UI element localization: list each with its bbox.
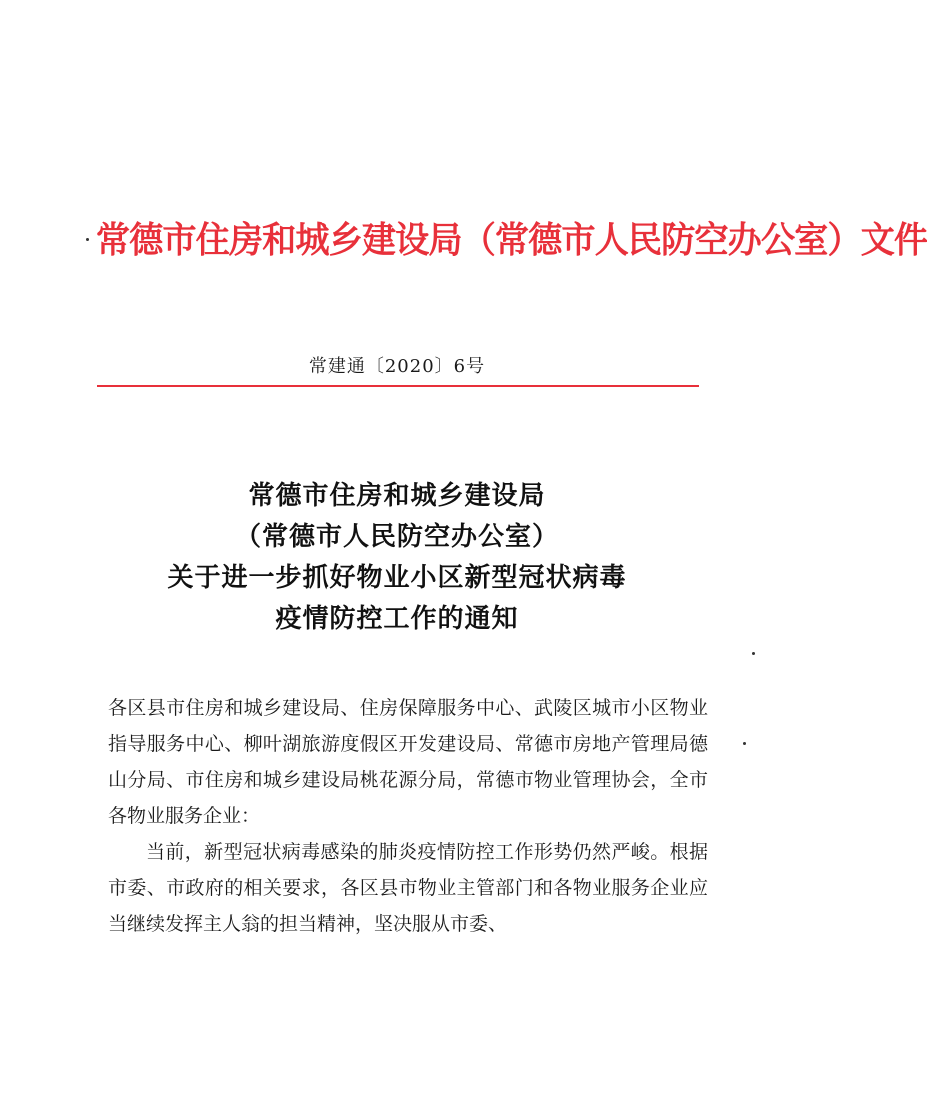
- title-line-3: 关于进一步抓好物业小区新型冠状病毒: [167, 563, 627, 593]
- masthead-title: 常德市住房和城乡建设局（常德市人民防空办公室）文件: [95, 220, 927, 261]
- body-text: [108, 690, 708, 942]
- body-paragraph-1: 当前，新型冠状病毒感染的肺炎疫情防控工作形势仍然严峻。根据市委、市政府的相关要求，各区县市物业主管部门和各物业服务企业应当继续发挥主人翁的担当精神，坚决服从市委、: [108, 841, 708, 935]
- scan-speck: [743, 742, 746, 745]
- addressee-paragraph: 各区县市住房和城乡建设局、住房保障服务中心、武陵区城市小区物业指导服务中心、柳叶湖旅游度假区开发建设局、常德市房地产管理局德山分局、市住房和城乡建设局桃花源分局，常德市物业管理协会，全市各物业服务企业：: [108, 697, 708, 827]
- title-line-2: （常德市人民防空办公室）: [234, 522, 559, 552]
- notice-title: [0, 476, 794, 640]
- document-number: 常建通〔2020〕6号: [308, 356, 486, 377]
- title-line-4: 疫情防控工作的通知: [275, 604, 519, 634]
- title-line-1: 常德市住房和城乡建设局: [248, 481, 546, 511]
- scan-speck: [752, 652, 755, 655]
- scan-speck: [86, 238, 89, 241]
- red-divider-rule: [97, 385, 699, 387]
